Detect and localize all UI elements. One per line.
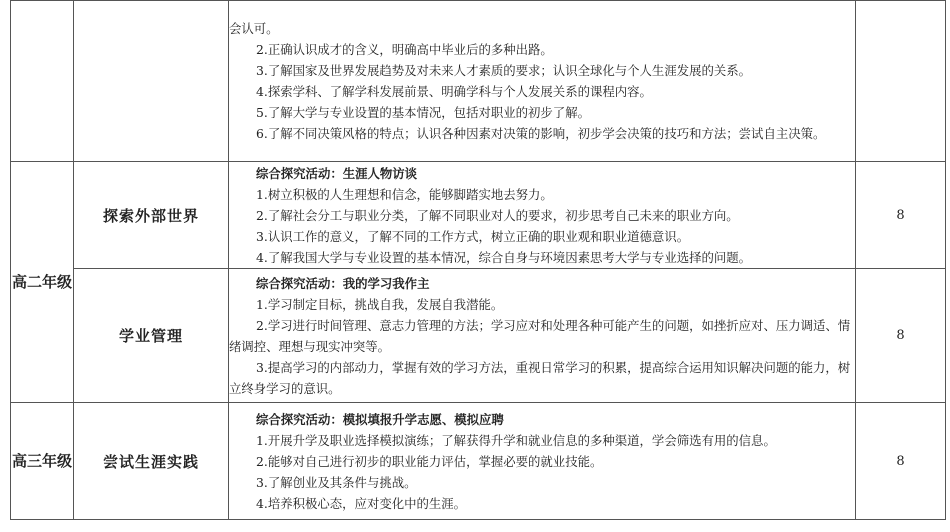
activity-title: 综合探究活动：模拟填报升学志愿、模拟应聘 — [256, 411, 504, 427]
content-item: 3.了解国家及世界发展趋势及对未来人才素质的要求；认识全球化与个人生涯发展的关系。 — [256, 63, 752, 78]
theme-cell: 尝试生涯实践 — [74, 403, 229, 520]
curriculum-table — [10, 0, 946, 520]
grade-cell — [11, 1, 74, 162]
content-item: 2.能够对自己进行初步的职业能力评估，掌握必要的就业技能。 — [256, 453, 603, 469]
content-cell — [229, 1, 856, 162]
content-item: 6.了解不同决策风格的特点；认识各种因素对决策的影响，初步学会决策的技巧和方法；尝试自主决策。 — [256, 126, 826, 141]
content-item: 3.了解创业及其条件与挑战。 — [256, 474, 417, 490]
content-item: 2.了解社会分工与职业分类，了解不同职业对人的要求，初步思考自己未来的职业方向。 — [256, 207, 739, 223]
theme-cell: 探索外部世界 — [74, 162, 229, 269]
content-item: 4.培养积极心态，应对变化中的生涯。 — [256, 495, 467, 511]
content-cell — [229, 269, 856, 403]
theme-cell — [74, 1, 229, 162]
content-item: 1.树立积极的人生理想和信念，能够脚踏实地去努力。 — [256, 186, 553, 202]
hours-cell: 8 — [856, 403, 946, 520]
hours-cell: 8 — [856, 162, 946, 269]
grade-cell: 高二年级 — [11, 162, 74, 403]
content-item: 2.正确认识成才的含义，明确高中毕业后的多种出路。 — [256, 42, 553, 57]
activity-title: 综合探究活动：我的学习我作主 — [256, 275, 430, 291]
table-row — [11, 1, 946, 162]
content-item: 4.了解我国大学与专业设置的基本情况，综合自身与环境因素思考大学与专业选择的问题。 — [256, 249, 752, 265]
content-cell — [229, 403, 856, 520]
content-item: 4.探索学科、了解学科发展前景、明确学科与个人发展关系的课程内容。 — [256, 84, 652, 99]
content-item: 会认可。 — [229, 21, 279, 36]
content-cell — [229, 162, 856, 269]
table-row — [11, 403, 946, 520]
content-item: 3.认识工作的意义，了解不同的工作方式，树立正确的职业观和职业道德意识。 — [256, 228, 690, 244]
table-row — [11, 269, 946, 403]
activity-title: 综合探究活动：生涯人物访谈 — [256, 165, 418, 181]
content-item: 3.提高学习的内部动力，掌握有效的学习方法，重视日常学习的积累，提高综合运用知识解决问题的能力，树立终身学习的意识。 — [229, 359, 851, 396]
hours-cell: 8 — [856, 269, 946, 403]
theme-cell: 学业管理 — [74, 269, 229, 403]
content-item: 2.学习进行时间管理、意志力管理的方法；学习应对和处理各种可能产生的问题，如挫折应对、压力调适、情绪调控、理想与现实冲突等。 — [229, 317, 851, 354]
content-item: 5.了解大学与专业设置的基本情况，包括对职业的初步了解。 — [256, 105, 590, 120]
grade-cell: 高三年级 — [11, 403, 74, 520]
table-row — [11, 162, 946, 269]
content-item: 1.开展升学及职业选择模拟演练；了解获得升学和就业信息的多种渠道，学会筛选有用的信息。 — [256, 432, 776, 448]
hours-cell — [856, 1, 946, 162]
content-item: 1.学习制定目标，挑战自我，发展自我潜能。 — [256, 296, 504, 312]
